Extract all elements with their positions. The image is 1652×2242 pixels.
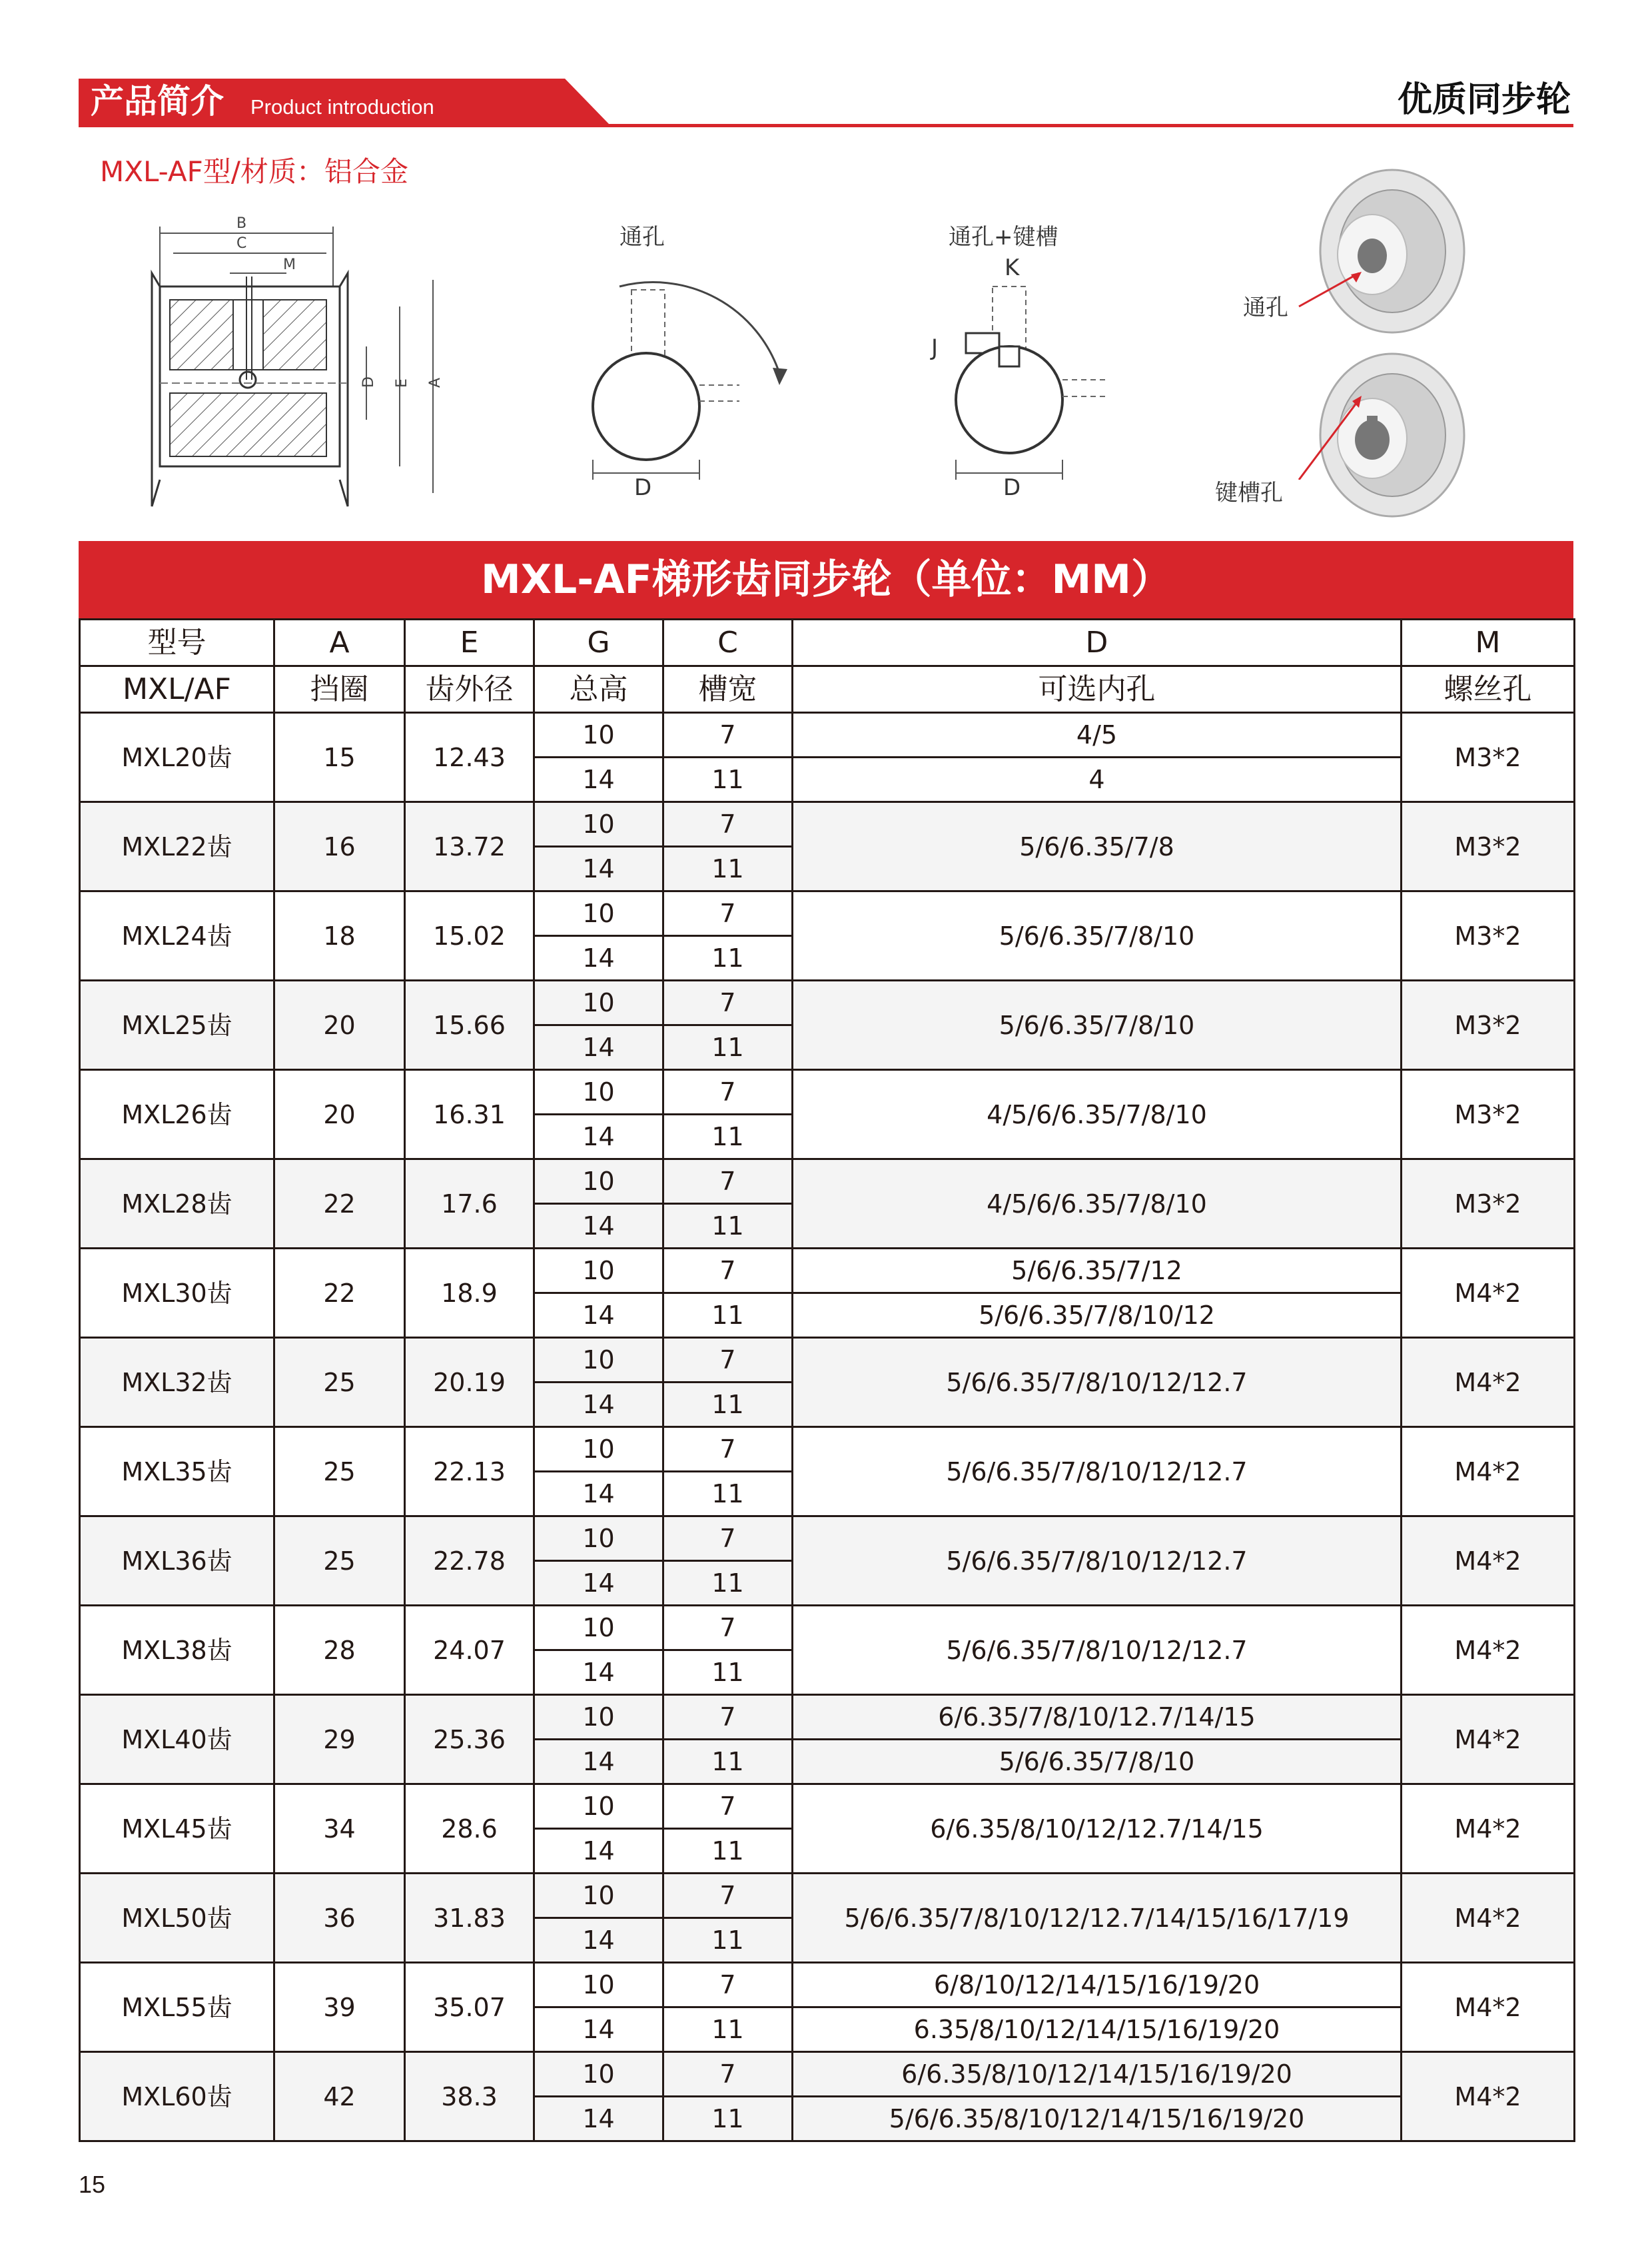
cell-model: MXL45齿 xyxy=(80,1784,274,1874)
table-row xyxy=(80,891,1575,936)
cell-d: 6/6.35/8/10/12/14/15/16/19/20 xyxy=(793,2052,1402,2097)
header-divider xyxy=(79,124,1573,127)
cell-m: M4*2 xyxy=(1402,1606,1575,1695)
cell-g: 14 xyxy=(534,1829,663,1874)
photo-through-hole-label: 通孔 xyxy=(1243,294,1288,321)
cell-d: 5/6/6.35/7/8/10/12/12.7 xyxy=(793,1606,1402,1695)
keyway-d-label: D xyxy=(1003,474,1021,501)
section-subtitle: Product introduction xyxy=(250,95,434,119)
cell-g: 10 xyxy=(534,1070,663,1115)
cell-model: MXL30齿 xyxy=(80,1249,274,1338)
category-title: 优质同步轮 xyxy=(1397,80,1571,120)
header-row-names xyxy=(80,666,1575,713)
spec-table-body xyxy=(80,713,1575,2141)
cell-c: 11 xyxy=(663,936,793,981)
table-title: MXL-AF梯形齿同步轮（单位：MM） xyxy=(79,541,1573,618)
keyway-drawing xyxy=(946,280,1119,493)
cell-c: 11 xyxy=(663,1561,793,1606)
cell-d: 5/6/6.35/7/8/10/12 xyxy=(793,1293,1402,1338)
table-row xyxy=(80,1070,1575,1115)
header-code-m: M xyxy=(1402,620,1575,666)
table-row xyxy=(80,1874,1575,1918)
cell-g: 14 xyxy=(534,1383,663,1427)
cell-a: 16 xyxy=(274,802,405,891)
header-name-d: 可选内孔 xyxy=(793,666,1402,713)
cell-g: 14 xyxy=(534,936,663,981)
cell-g: 14 xyxy=(534,1740,663,1784)
cell-c: 7 xyxy=(663,713,793,758)
cell-g: 10 xyxy=(534,1874,663,1918)
cell-c: 7 xyxy=(663,1338,793,1383)
cell-c: 11 xyxy=(663,758,793,802)
table-row xyxy=(80,1963,1575,2007)
cell-d: 6/8/10/12/14/15/16/19/20 xyxy=(793,1963,1402,2007)
cell-g: 10 xyxy=(534,1249,663,1293)
cell-model: MXL32齿 xyxy=(80,1338,274,1427)
cell-d: 5/6/6.35/7/8/10/12/12.7/14/15/16/17/19 xyxy=(793,1874,1402,1963)
cell-d: 5/6/6.35/7/8/10 xyxy=(793,891,1402,981)
cell-g: 10 xyxy=(534,981,663,1025)
header-name-c: 槽宽 xyxy=(663,666,793,713)
cell-m: M4*2 xyxy=(1402,1427,1575,1516)
material-line: MXL-AF型/材质：铝合金 xyxy=(100,155,408,188)
cell-d: 5/6/6.35/8/10/12/14/15/16/19/20 xyxy=(793,2097,1402,2141)
cell-e: 22.78 xyxy=(405,1516,534,1606)
cell-d: 5/6/6.35/7/12 xyxy=(793,1249,1402,1293)
cell-g: 14 xyxy=(534,1561,663,1606)
cell-g: 14 xyxy=(534,758,663,802)
cell-e: 18.9 xyxy=(405,1249,534,1338)
cell-e: 22.13 xyxy=(405,1427,534,1516)
header-name-g: 总高 xyxy=(534,666,663,713)
cell-d: 5/6/6.35/7/8/10/12/12.7 xyxy=(793,1516,1402,1606)
cell-model: MXL26齿 xyxy=(80,1070,274,1159)
cell-e: 38.3 xyxy=(405,2052,534,2141)
cell-c: 11 xyxy=(663,1115,793,1159)
cell-a: 25 xyxy=(274,1338,405,1427)
through-hole-d-label: D xyxy=(634,474,652,501)
table-row xyxy=(80,1159,1575,1204)
cell-model: MXL36齿 xyxy=(80,1516,274,1606)
cell-m: M4*2 xyxy=(1402,1516,1575,1606)
table-row xyxy=(80,802,1575,847)
cell-e: 15.66 xyxy=(405,981,534,1070)
table-row xyxy=(80,981,1575,1025)
cell-d: 6/6.35/7/8/10/12.7/14/15 xyxy=(793,1695,1402,1740)
cell-c: 7 xyxy=(663,1695,793,1740)
keyway-label: 通孔+键槽 xyxy=(949,224,1058,251)
cell-a: 25 xyxy=(274,1516,405,1606)
header-name-model: MXL/AF xyxy=(80,666,274,713)
cell-g: 14 xyxy=(534,1115,663,1159)
cell-a: 18 xyxy=(274,891,405,981)
table-row xyxy=(80,1427,1575,1472)
header-name-e: 齿外径 xyxy=(405,666,534,713)
section-title: 产品简介 xyxy=(91,82,224,121)
header-code-a: A xyxy=(274,620,405,666)
cell-m: M4*2 xyxy=(1402,2052,1575,2141)
cell-model: MXL35齿 xyxy=(80,1427,274,1516)
cell-model: MXL55齿 xyxy=(80,1963,274,2052)
cell-c: 11 xyxy=(663,1829,793,1874)
cell-d: 6/6.35/8/10/12/12.7/14/15 xyxy=(793,1784,1402,1874)
table-row xyxy=(80,1338,1575,1383)
cell-g: 14 xyxy=(534,1204,663,1249)
cell-model: MXL25齿 xyxy=(80,981,274,1070)
cell-c: 7 xyxy=(663,802,793,847)
cell-g: 14 xyxy=(534,847,663,891)
header-code-d: D xyxy=(793,620,1402,666)
cell-c: 11 xyxy=(663,1472,793,1516)
cell-c: 11 xyxy=(663,1740,793,1784)
photo-keyway-label: 键槽孔 xyxy=(1215,480,1283,506)
cell-d: 6.35/8/10/12/14/15/16/19/20 xyxy=(793,2007,1402,2052)
cell-model: MXL22齿 xyxy=(80,802,274,891)
cell-model: MXL38齿 xyxy=(80,1606,274,1695)
cell-c: 7 xyxy=(663,1427,793,1472)
cell-g: 10 xyxy=(534,713,663,758)
cell-model: MXL24齿 xyxy=(80,891,274,981)
cell-g: 14 xyxy=(534,1025,663,1070)
cell-d: 4/5/6/6.35/7/8/10 xyxy=(793,1159,1402,1249)
cell-c: 7 xyxy=(663,1784,793,1829)
header-name-m: 螺丝孔 xyxy=(1402,666,1575,713)
through-hole-drawing xyxy=(580,253,806,506)
dim-label-e: E xyxy=(394,378,410,388)
cell-m: M4*2 xyxy=(1402,1338,1575,1427)
cell-e: 12.43 xyxy=(405,713,534,802)
cell-d: 4/5/6/6.35/7/8/10 xyxy=(793,1070,1402,1159)
cell-g: 10 xyxy=(534,1159,663,1204)
cell-model: MXL50齿 xyxy=(80,1874,274,1963)
cell-c: 11 xyxy=(663,2097,793,2141)
table-row xyxy=(80,1516,1575,1561)
cell-e: 35.07 xyxy=(405,1963,534,2052)
cell-m: M4*2 xyxy=(1402,1695,1575,1784)
cell-a: 28 xyxy=(274,1606,405,1695)
header-name-a: 挡圈 xyxy=(274,666,405,713)
cell-a: 20 xyxy=(274,981,405,1070)
cell-c: 11 xyxy=(663,2007,793,2052)
cell-a: 20 xyxy=(274,1070,405,1159)
table-row xyxy=(80,1249,1575,1293)
cell-a: 36 xyxy=(274,1874,405,1963)
table-row xyxy=(80,1784,1575,1829)
header-code-model: 型号 xyxy=(80,620,274,666)
cell-m: M3*2 xyxy=(1402,802,1575,891)
cell-a: 15 xyxy=(274,713,405,802)
cell-d: 5/6/6.35/7/8/10/12/12.7 xyxy=(793,1427,1402,1516)
cell-g: 10 xyxy=(534,2052,663,2097)
cell-g: 14 xyxy=(534,1472,663,1516)
cell-d: 4/5 xyxy=(793,713,1402,758)
header-code-g: G xyxy=(534,620,663,666)
cell-m: M3*2 xyxy=(1402,1159,1575,1249)
keyway-k-label: K xyxy=(1005,255,1020,281)
cell-g: 14 xyxy=(534,1293,663,1338)
cell-a: 34 xyxy=(274,1784,405,1874)
photo-pointer-arrows xyxy=(1292,253,1372,480)
cell-c: 11 xyxy=(663,1293,793,1338)
cell-c: 7 xyxy=(663,2052,793,2097)
cell-c: 7 xyxy=(663,1159,793,1204)
cell-m: M3*2 xyxy=(1402,1070,1575,1159)
cell-c: 11 xyxy=(663,1025,793,1070)
cell-m: M4*2 xyxy=(1402,1784,1575,1874)
cross-section-drawing xyxy=(147,213,466,520)
table-row xyxy=(80,2052,1575,2097)
table-row xyxy=(80,713,1575,758)
cell-g: 14 xyxy=(534,2007,663,2052)
cell-m: M4*2 xyxy=(1402,1963,1575,2052)
cell-m: M3*2 xyxy=(1402,891,1575,981)
cell-e: 20.19 xyxy=(405,1338,534,1427)
cell-c: 11 xyxy=(663,1204,793,1249)
cell-a: 25 xyxy=(274,1427,405,1516)
header-code-c: C xyxy=(663,620,793,666)
cell-g: 10 xyxy=(534,1695,663,1740)
table-row xyxy=(80,1695,1575,1740)
cell-d: 5/6/6.35/7/8/10 xyxy=(793,981,1402,1070)
page-number: 15 xyxy=(79,2171,106,2198)
cell-g: 10 xyxy=(534,1784,663,1829)
keyway-j-label: J xyxy=(931,334,939,361)
cell-c: 7 xyxy=(663,1249,793,1293)
cell-a: 39 xyxy=(274,1963,405,2052)
cell-m: M4*2 xyxy=(1402,1874,1575,1963)
cell-g: 10 xyxy=(534,1606,663,1650)
cell-d: 4 xyxy=(793,758,1402,802)
cell-c: 7 xyxy=(663,1963,793,2007)
cell-c: 11 xyxy=(663,847,793,891)
cell-e: 15.02 xyxy=(405,891,534,981)
cell-model: MXL28齿 xyxy=(80,1159,274,1249)
cell-m: M4*2 xyxy=(1402,1249,1575,1338)
dim-label-a: A xyxy=(427,377,444,388)
cell-e: 17.6 xyxy=(405,1159,534,1249)
cell-g: 10 xyxy=(534,891,663,936)
cell-m: M3*2 xyxy=(1402,981,1575,1070)
cell-m: M3*2 xyxy=(1402,713,1575,802)
cell-e: 31.83 xyxy=(405,1874,534,1963)
table-row xyxy=(80,1606,1575,1650)
cell-g: 14 xyxy=(534,2097,663,2141)
cell-g: 14 xyxy=(534,1650,663,1695)
cell-e: 13.72 xyxy=(405,802,534,891)
cell-c: 7 xyxy=(663,1606,793,1650)
cell-g: 10 xyxy=(534,1963,663,2007)
cell-g: 10 xyxy=(534,1427,663,1472)
spec-table xyxy=(79,618,1575,2142)
cell-c: 11 xyxy=(663,1383,793,1427)
cell-e: 28.6 xyxy=(405,1784,534,1874)
cell-model: MXL20齿 xyxy=(80,713,274,802)
cell-g: 10 xyxy=(534,802,663,847)
cell-c: 7 xyxy=(663,1516,793,1561)
cell-model: MXL40齿 xyxy=(80,1695,274,1784)
header-code-e: E xyxy=(405,620,534,666)
cell-d: 5/6/6.35/7/8/10/12/12.7 xyxy=(793,1338,1402,1427)
cell-a: 42 xyxy=(274,2052,405,2141)
header-row-codes xyxy=(80,620,1575,666)
cell-e: 25.36 xyxy=(405,1695,534,1784)
cell-g: 10 xyxy=(534,1516,663,1561)
cell-c: 11 xyxy=(663,1650,793,1695)
cell-c: 11 xyxy=(663,1918,793,1963)
dim-label-c: C xyxy=(236,235,247,252)
cell-d: 5/6/6.35/7/8/10 xyxy=(793,1740,1402,1784)
cell-c: 7 xyxy=(663,1070,793,1115)
cell-c: 7 xyxy=(663,1874,793,1918)
cell-c: 7 xyxy=(663,981,793,1025)
cell-a: 22 xyxy=(274,1249,405,1338)
cell-c: 7 xyxy=(663,891,793,936)
cell-e: 16.31 xyxy=(405,1070,534,1159)
cell-e: 24.07 xyxy=(405,1606,534,1695)
dim-label-m: M xyxy=(283,257,296,273)
cell-a: 29 xyxy=(274,1695,405,1784)
cell-g: 14 xyxy=(534,1918,663,1963)
cell-model: MXL60齿 xyxy=(80,2052,274,2141)
cell-g: 10 xyxy=(534,1338,663,1383)
dim-label-b: B xyxy=(236,215,247,232)
dim-label-d: D xyxy=(360,376,377,388)
cell-a: 22 xyxy=(274,1159,405,1249)
through-hole-label: 通孔 xyxy=(620,224,665,251)
cell-d: 5/6/6.35/7/8 xyxy=(793,802,1402,891)
